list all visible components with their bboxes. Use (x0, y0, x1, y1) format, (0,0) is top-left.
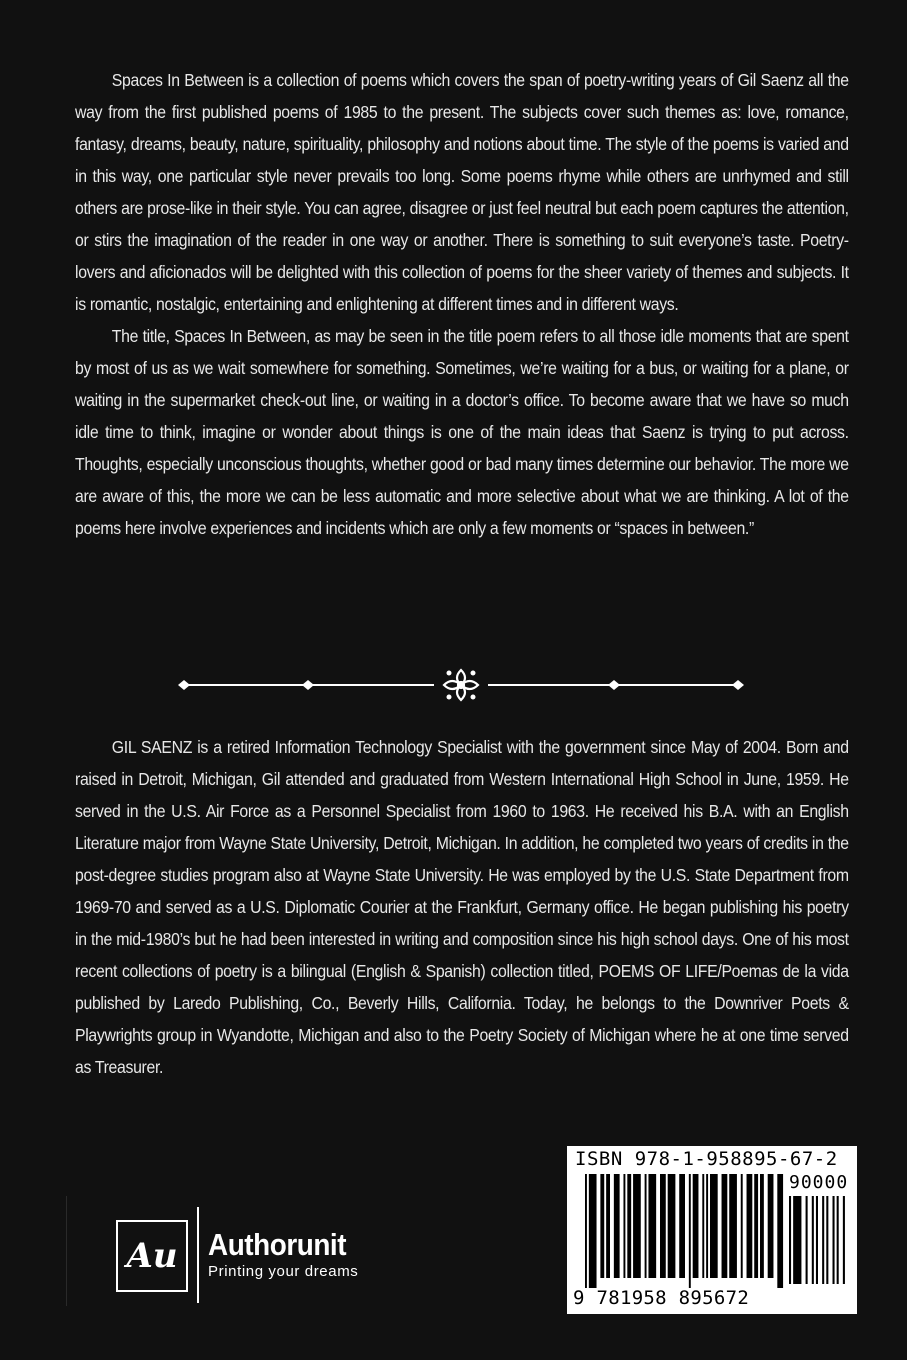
barcode-bar (843, 1196, 845, 1284)
price-code: 90000 (789, 1172, 849, 1193)
barcode-bar (693, 1174, 699, 1278)
barcode-bar (585, 1174, 587, 1288)
publisher-logo (116, 1220, 188, 1292)
logo-monogram: Au (126, 1236, 178, 1276)
logo-separator (197, 1207, 199, 1303)
barcode-bar (760, 1174, 764, 1278)
barcode-bar (833, 1196, 835, 1284)
barcode-bars (585, 1174, 785, 1288)
barcode-bar (812, 1196, 814, 1284)
barcode-bar (614, 1174, 620, 1278)
barcode-bar (606, 1174, 610, 1278)
barcode-bar (822, 1196, 824, 1284)
barcode-bar (747, 1174, 753, 1278)
publisher-name: Authorunit (208, 1227, 347, 1262)
barcode-bar (689, 1174, 691, 1288)
isbn-label: ISBN 978-1-958895-67-2 (575, 1148, 838, 1170)
barcode-bar (706, 1174, 708, 1278)
barcode-bar (627, 1174, 631, 1278)
author-bio (75, 731, 849, 1083)
barcode-bar (793, 1196, 801, 1284)
barcode-bar (741, 1174, 743, 1278)
barcode-bar (777, 1174, 783, 1288)
barcode-bar (702, 1174, 704, 1278)
barcode-bar (648, 1174, 656, 1278)
barcode-bar (633, 1174, 641, 1278)
barcode-bar (600, 1174, 604, 1278)
barcode-bar (623, 1174, 625, 1278)
barcode-bar (729, 1174, 737, 1278)
barcode-bar (754, 1174, 758, 1278)
barcode-bar (679, 1174, 685, 1278)
barcode-bar (768, 1174, 774, 1278)
barcode-bar (668, 1174, 676, 1278)
barcode-bar (806, 1196, 808, 1284)
bio-paragraph: GIL SAENZ is a retired Information Technology Specialist with the government since May of 2004. Born and raised in Detroit, Michigan, Gil attended and graduated from Western International High School in June, 1959. He served in the U.S. Air Force as a Personnel Specialist from 1960 to 1963. He received his B.A. with an English Literature major from Wayne State University, Detroit, Michigan. In addition, he completed two years of credits in the post-degree studies program also at Wayne State University. He was employed by the U.S. State Department from 1969-70 and served as a U.S. Diplomatic Courier at the Frankfurt, Germany office. He began publishing his poetry in the mid-1980’s but he had been interested in writing and composition since his high school days. One of his most recent collections of poetry is a bilingual (English & Spanish) collection titled, POEMS OF LIFE/Poemas de la vida published by Laredo Publishing, Co., Beverly Hills, California. Today, he belongs to the Downriver Poets & Playwrights group in Wyandotte, Michigan and also to the Poetry Society of Michigan where he at one time served as Treasurer. (75, 737, 849, 1077)
book-description (75, 64, 849, 544)
price-barcode-bars (789, 1196, 847, 1284)
publisher-tagline: Printing your dreams (208, 1263, 359, 1280)
barcode-bar (837, 1196, 839, 1284)
barcode-bar (645, 1174, 647, 1278)
ornamental-divider (176, 666, 746, 704)
ean-number: 9 781958 895672 (573, 1287, 750, 1309)
barcode-bar (722, 1174, 728, 1278)
barcode-bar (789, 1196, 791, 1284)
description-paragraph-1: Spaces In Between is a collection of poems which covers the span of poetry-writing years of Gil Saenz all the way from the first published poems of 1985 to the present. The subjects cover such themes as: love, romance, fantasy, dreams, beauty, nature, spirituality, philosophy and notions about time. The style of the poems is varied and in this way, one particular style never prevails too long. Some poems rhyme while others are unrhymed and still others are prose-like in their style. You can agree, disagree or just feel neutral but each poem captures the attention, or stirs the imagination of the reader in one way or another. There is something to suit everyone’s taste. Poetry-lovers and aficionados will be delighted with this collection of poems for the sheer variety of themes and subjects. It is romantic, nostalgic, entertaining and enlightening at different times and in different ways. (75, 70, 849, 314)
barcode-bar (816, 1196, 818, 1284)
description-paragraph-2: The title, Spaces In Between, as may be seen in the title poem refers to all those idle moments that are spent by most of us as we wait somewhere for something. Sometimes, we’re waiting for a bus, or waiting for a plane, or waiting in the supermarket check-out line, or waiting in a doctor’s office. To become aware that we have so much idle time to think, imagine or wonder about things is one of the main ideas that Saenz is trying to put across. Thoughts, especially unconscious thoughts, whether good or bad many times determine our behavior. The more we are aware of this, the more we can be less automatic and more selective about what we are thinking. A lot of the poems here involve experiences and incidents which are only a few moments or “spaces in between.” (75, 326, 849, 538)
barcode-bar (589, 1174, 597, 1288)
isbn-barcode (567, 1146, 857, 1314)
edge-line (66, 1196, 67, 1306)
flourish-ornament-icon (444, 670, 478, 700)
barcode-bar (660, 1174, 666, 1278)
barcode-bar (826, 1196, 828, 1284)
barcode-bar (710, 1174, 718, 1278)
